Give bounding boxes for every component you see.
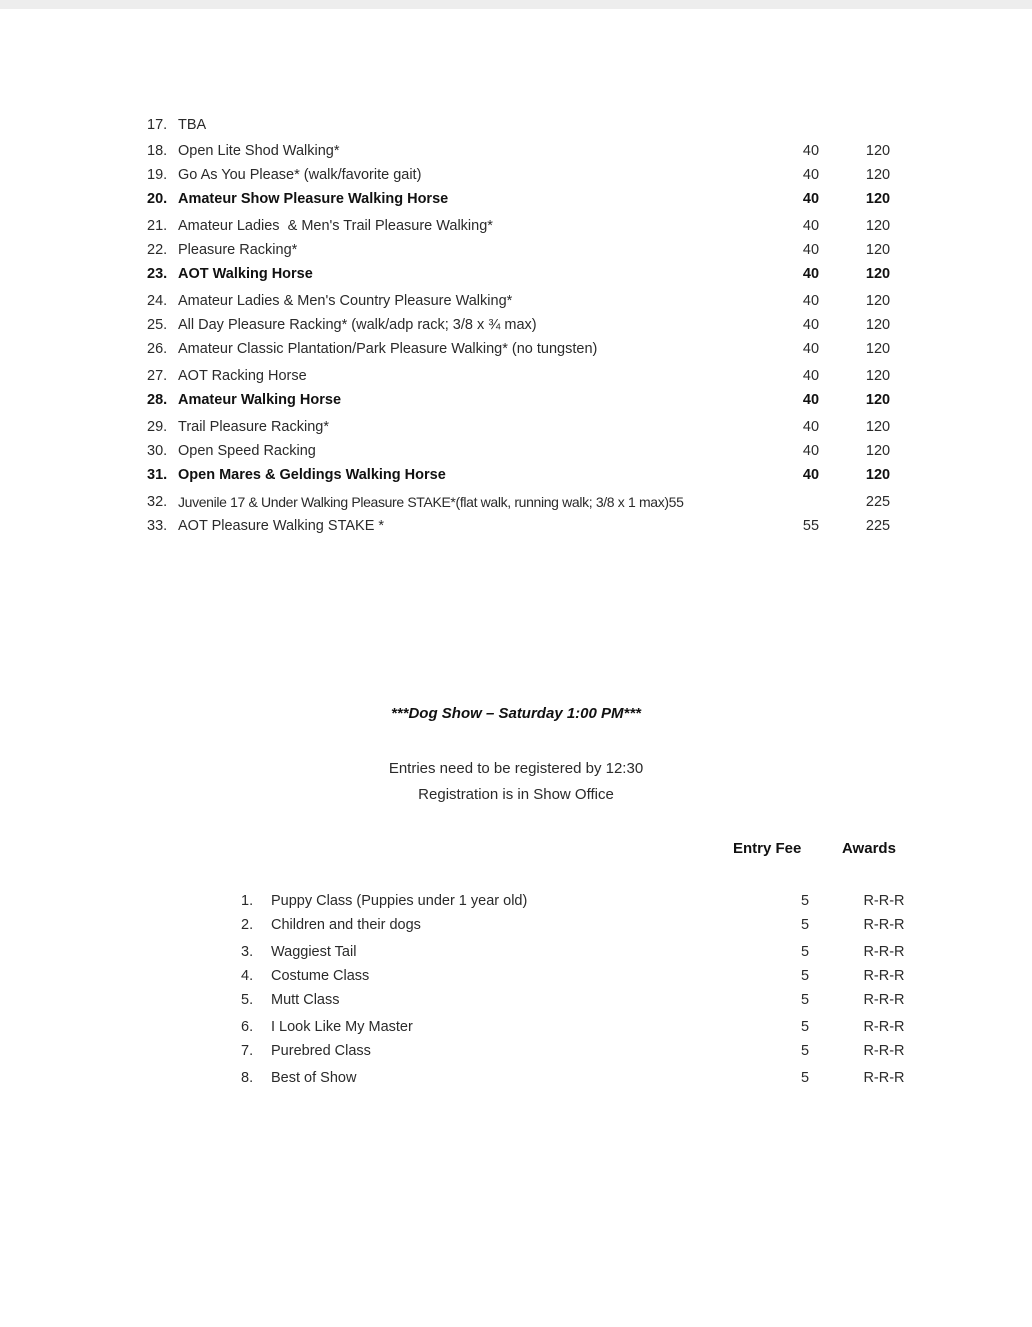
award-amount: 120 bbox=[865, 218, 891, 234]
entry-fee: 40 bbox=[802, 143, 820, 159]
entry-fee: 5 bbox=[800, 944, 810, 960]
entry-fee: 5 bbox=[800, 1070, 810, 1086]
horse-class-row bbox=[0, 115, 1032, 135]
class-name: Amateur Ladies & Men's Country Pleasure Walking* bbox=[178, 293, 513, 309]
award-amount: 120 bbox=[865, 392, 891, 408]
horse-class-row bbox=[0, 189, 1032, 209]
class-name: Open Mares & Geldings Walking Horse bbox=[178, 467, 446, 483]
dog-class-row bbox=[0, 891, 1032, 911]
dog-class-row bbox=[0, 915, 1032, 935]
class-number: 24. bbox=[147, 293, 168, 309]
award-amount: 120 bbox=[865, 443, 891, 459]
award-amount: 120 bbox=[865, 419, 891, 435]
class-number: 27. bbox=[147, 368, 168, 384]
class-number: 21. bbox=[147, 218, 168, 234]
entry-fee: 40 bbox=[802, 242, 820, 258]
class-name: AOT Pleasure Walking STAKE * bbox=[178, 518, 385, 534]
class-name: Trail Pleasure Racking* bbox=[178, 419, 329, 435]
award-amount: 120 bbox=[865, 341, 891, 357]
class-name: Open Lite Shod Walking* bbox=[178, 143, 340, 159]
class-name: Purebred Class bbox=[271, 1043, 371, 1059]
class-name: TBA bbox=[178, 117, 207, 133]
class-number: 19. bbox=[147, 167, 168, 183]
entry-fee: 5 bbox=[800, 968, 810, 984]
class-number: 8. bbox=[241, 1070, 254, 1086]
entry-fee: 40 bbox=[802, 191, 820, 207]
award-amount: 120 bbox=[865, 242, 891, 258]
class-name: Waggiest Tail bbox=[271, 944, 357, 960]
class-name: Mutt Class bbox=[271, 992, 340, 1008]
class-name: Puppy Class (Puppies under 1 year old) bbox=[271, 893, 528, 909]
horse-class-row bbox=[0, 417, 1032, 437]
class-name: Amateur Classic Plantation/Park Pleasure Walking* (no tungsten) bbox=[178, 341, 598, 357]
entry-fee: 40 bbox=[802, 167, 820, 183]
award: R-R-R bbox=[863, 1070, 905, 1086]
entry-fee: 40 bbox=[802, 293, 820, 309]
class-name: Children and their dogs bbox=[271, 917, 421, 933]
class-number: 26. bbox=[147, 341, 168, 357]
dog-show-title: ***Dog Show – Saturday 1:00 PM*** bbox=[390, 705, 642, 722]
class-number: 5. bbox=[241, 992, 254, 1008]
award-amount: 225 bbox=[865, 518, 891, 534]
class-number: 25. bbox=[147, 317, 168, 333]
horse-class-row bbox=[0, 141, 1032, 161]
horse-class-row bbox=[0, 366, 1032, 386]
class-name: AOT Racking Horse bbox=[178, 368, 307, 384]
horse-class-row bbox=[0, 516, 1032, 536]
entry-fee: 5 bbox=[800, 893, 810, 909]
award-amount: 120 bbox=[865, 368, 891, 384]
entry-fee: 40 bbox=[802, 467, 820, 483]
entry-fee: 55 bbox=[802, 518, 820, 534]
class-name: AOT Walking Horse bbox=[178, 266, 313, 282]
award: R-R-R bbox=[863, 992, 905, 1008]
entry-fee: 40 bbox=[802, 419, 820, 435]
dog-class-row bbox=[0, 942, 1032, 962]
entry-fee: 5 bbox=[800, 992, 810, 1008]
class-number: 2. bbox=[241, 917, 254, 933]
dog-class-row bbox=[0, 1041, 1032, 1061]
entry-fee: 40 bbox=[802, 341, 820, 357]
award: R-R-R bbox=[863, 968, 905, 984]
award: R-R-R bbox=[863, 917, 905, 933]
class-name: Juvenile 17 & Under Walking Pleasure STAKE*(flat walk, running walk; 3/8 x 1 max)55 bbox=[178, 494, 684, 510]
viewer-top-bar bbox=[0, 0, 1032, 9]
horse-class-row bbox=[0, 390, 1032, 410]
awards-header: Awards bbox=[842, 840, 896, 857]
class-name: Pleasure Racking* bbox=[178, 242, 298, 258]
dog-class-row bbox=[0, 966, 1032, 986]
class-name: Open Speed Racking bbox=[178, 443, 316, 459]
class-number: 6. bbox=[241, 1019, 254, 1035]
award-amount: 120 bbox=[865, 191, 891, 207]
class-number: 7. bbox=[241, 1043, 254, 1059]
horse-class-row bbox=[0, 264, 1032, 284]
class-number: 30. bbox=[147, 443, 168, 459]
class-name: All Day Pleasure Racking* (walk/adp rack; 3/8 x ¾ max) bbox=[178, 317, 537, 333]
entry-fee: 40 bbox=[802, 266, 820, 282]
horse-class-row bbox=[0, 216, 1032, 236]
class-name: I Look Like My Master bbox=[271, 1019, 413, 1035]
class-name: Amateur Ladies & Men's Trail Pleasure Walking* bbox=[178, 218, 493, 234]
class-number: 20. bbox=[147, 191, 168, 207]
entry-fee: 40 bbox=[802, 443, 820, 459]
class-number: 28. bbox=[147, 392, 168, 408]
class-name: Amateur Walking Horse bbox=[178, 392, 342, 408]
class-number: 32. bbox=[147, 494, 168, 510]
class-number: 17. bbox=[147, 117, 168, 133]
award-amount: 120 bbox=[865, 167, 891, 183]
entry-fee: 5 bbox=[800, 1043, 810, 1059]
entry-fee: 40 bbox=[802, 368, 820, 384]
class-number: 18. bbox=[147, 143, 168, 159]
entry-fee: 40 bbox=[802, 392, 820, 408]
entry-fee: 40 bbox=[802, 218, 820, 234]
entry-fee: 5 bbox=[800, 1019, 810, 1035]
entry-fee-header: Entry Fee bbox=[733, 840, 802, 857]
horse-class-row bbox=[0, 315, 1032, 335]
registration-location: Registration is in Show Office bbox=[418, 786, 614, 803]
dog-class-row bbox=[0, 1068, 1032, 1088]
dog-class-row bbox=[0, 990, 1032, 1010]
class-number: 31. bbox=[147, 467, 168, 483]
award: R-R-R bbox=[863, 893, 905, 909]
class-number: 23. bbox=[147, 266, 168, 282]
horse-class-row bbox=[0, 291, 1032, 311]
award-amount: 120 bbox=[865, 143, 891, 159]
class-name: Amateur Show Pleasure Walking Horse bbox=[178, 191, 449, 207]
class-number: 29. bbox=[147, 419, 168, 435]
document-page bbox=[0, 9, 1032, 1327]
horse-class-row bbox=[0, 465, 1032, 485]
award: R-R-R bbox=[863, 1043, 905, 1059]
class-name: Best of Show bbox=[271, 1070, 357, 1086]
award-amount: 120 bbox=[865, 293, 891, 309]
award-amount: 120 bbox=[865, 266, 891, 282]
class-number: 22. bbox=[147, 242, 168, 258]
award: R-R-R bbox=[863, 1019, 905, 1035]
class-name: Go As You Please* (walk/favorite gait) bbox=[178, 167, 422, 183]
horse-class-row bbox=[0, 240, 1032, 260]
class-number: 4. bbox=[241, 968, 254, 984]
class-number: 1. bbox=[241, 893, 254, 909]
class-number: 33. bbox=[147, 518, 168, 534]
award-amount: 120 bbox=[865, 467, 891, 483]
class-number: 3. bbox=[241, 944, 254, 960]
horse-class-row bbox=[0, 165, 1032, 185]
award: R-R-R bbox=[863, 944, 905, 960]
horse-class-row bbox=[0, 441, 1032, 461]
entry-fee: 40 bbox=[802, 317, 820, 333]
entry-fee: 5 bbox=[800, 917, 810, 933]
award-amount: 120 bbox=[865, 317, 891, 333]
horse-class-row bbox=[0, 492, 1032, 512]
horse-class-row bbox=[0, 339, 1032, 359]
registration-deadline: Entries need to be registered by 12:30 bbox=[388, 760, 644, 777]
dog-class-row bbox=[0, 1017, 1032, 1037]
class-name: Costume Class bbox=[271, 968, 370, 984]
award-amount: 225 bbox=[865, 494, 891, 510]
